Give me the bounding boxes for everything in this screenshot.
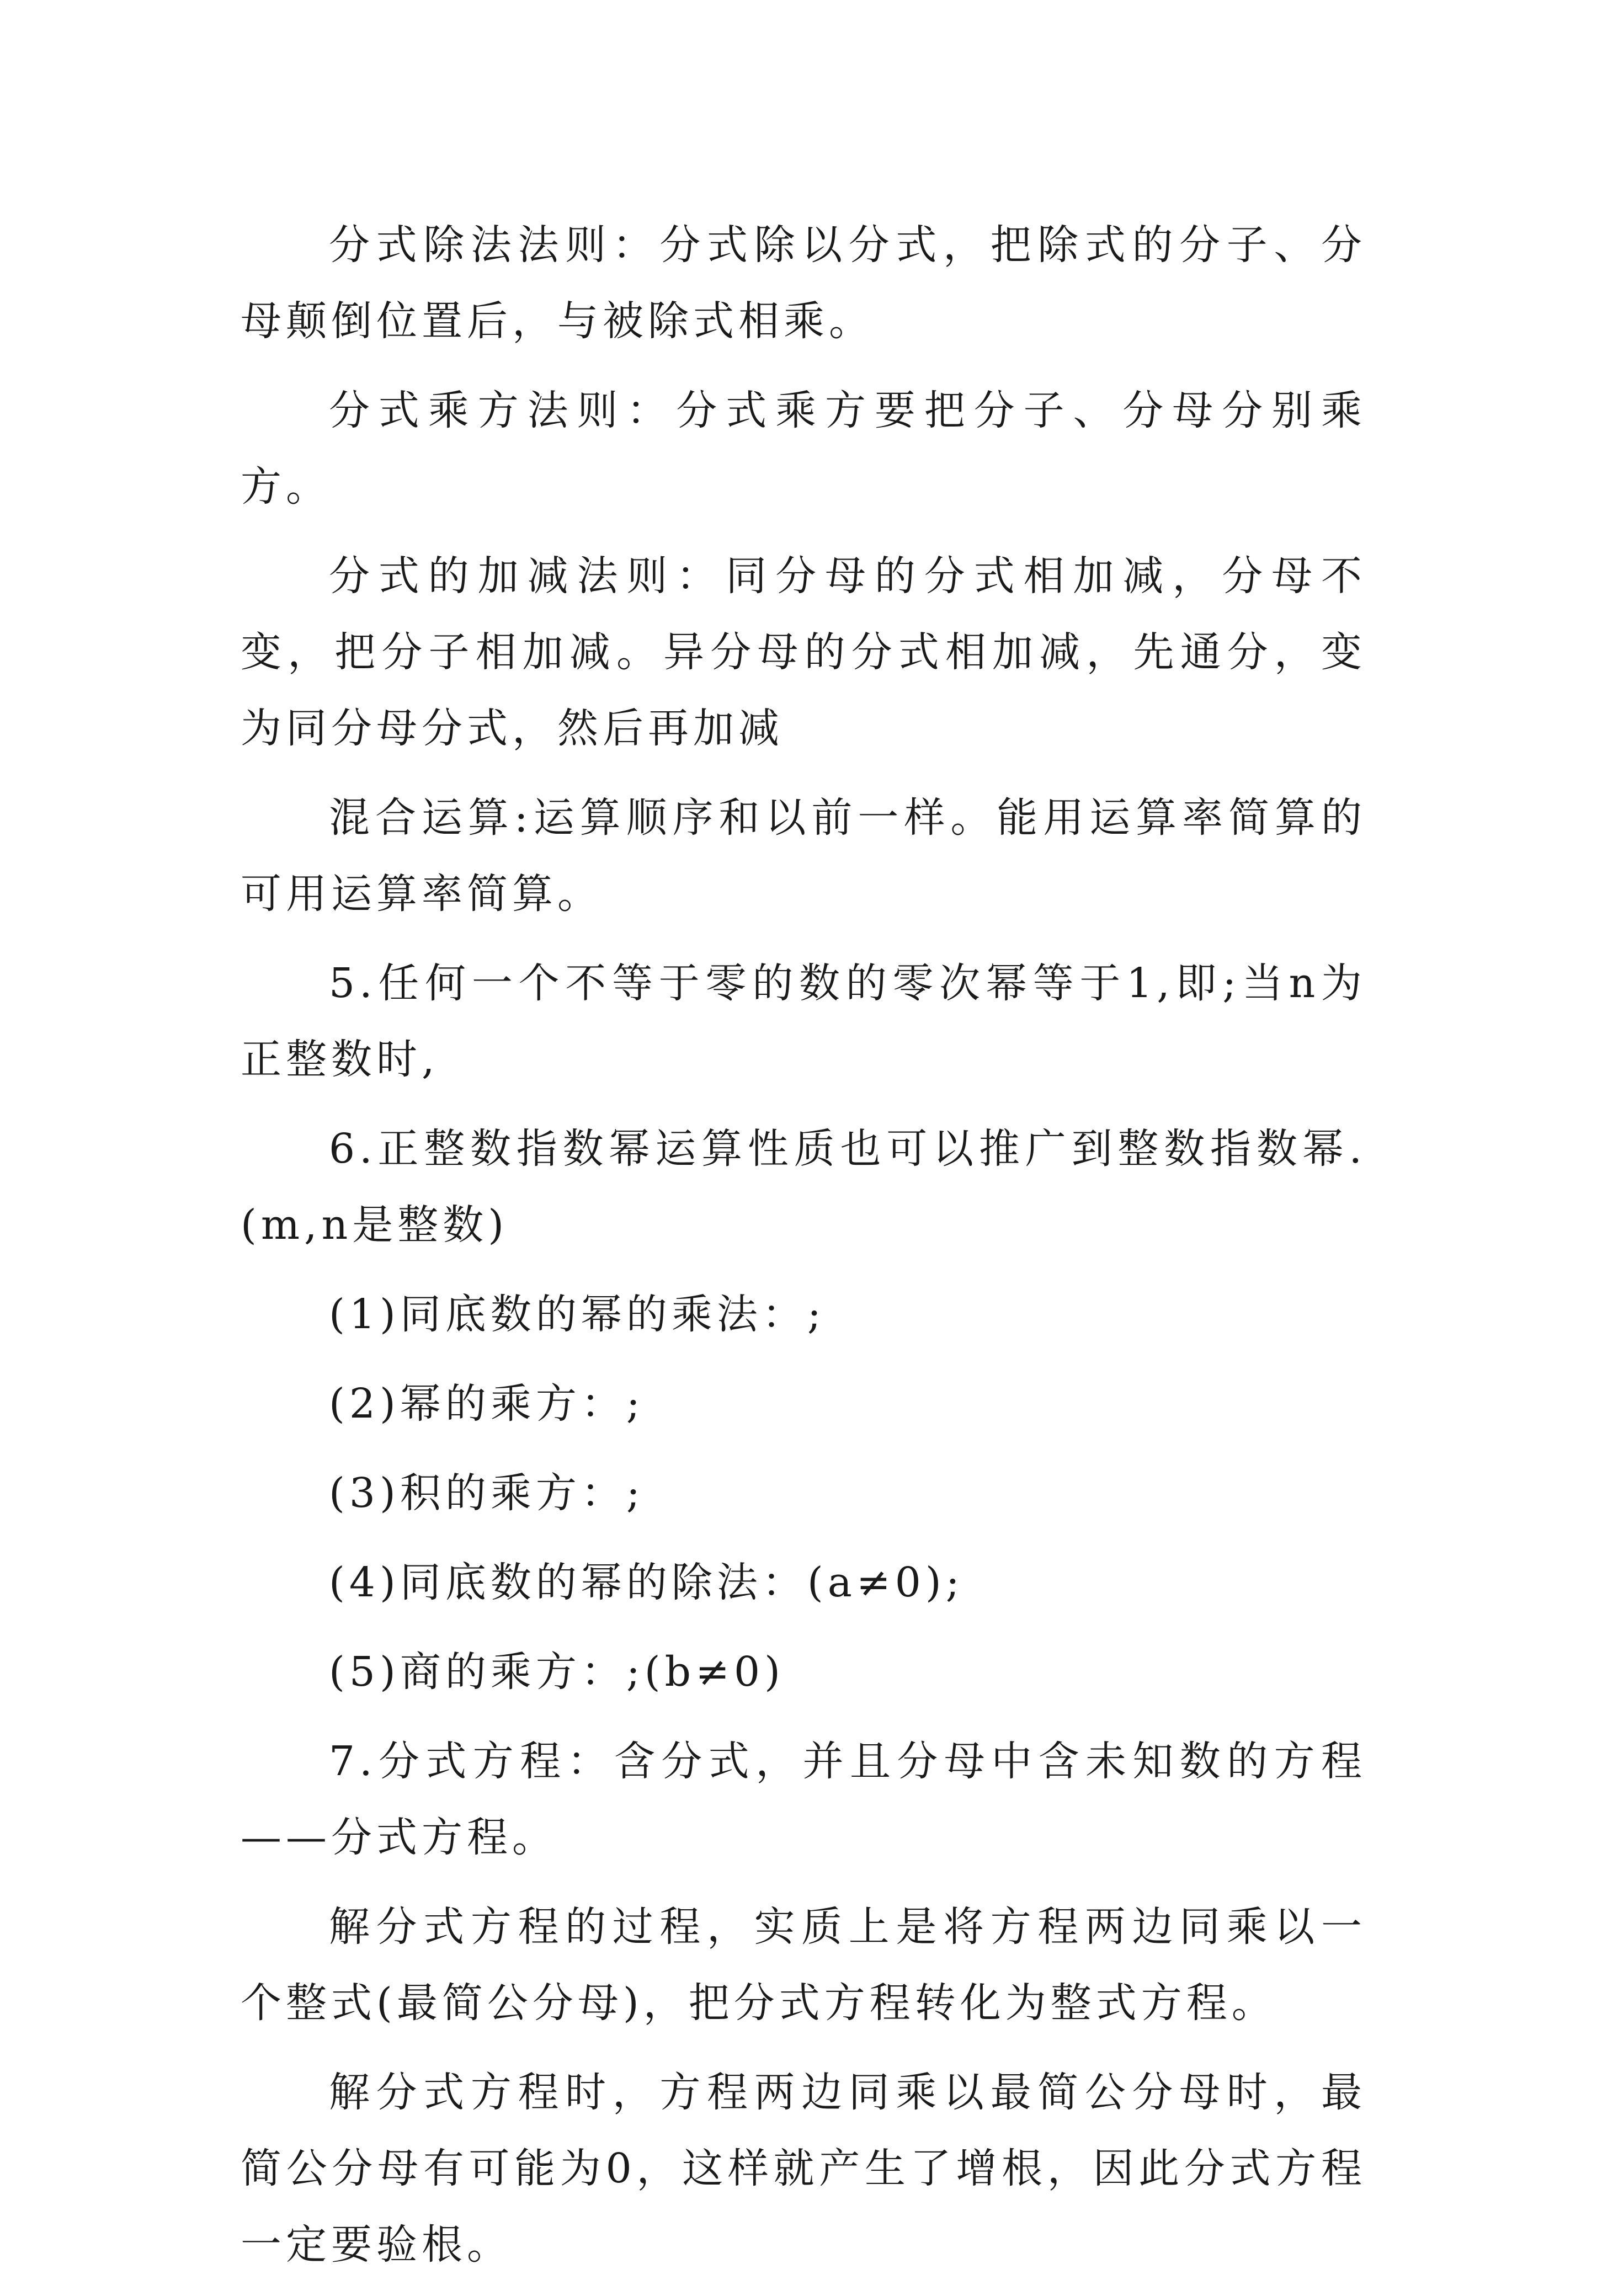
paragraph-solving-process: 解分式方程的过程，实质上是将方程两边同乘以一个整式(最简公分母)，把分式方程转化为整式方程。: [241, 1903, 1366, 2027]
paragraph-item-6: 6.正整数指数幂运算性质也可以推广到整数指数幂.(m,n是整数): [241, 1125, 1366, 1249]
paragraph-subitem-5: (5)商的乘方：;(b≠0): [329, 1648, 785, 1696]
paragraph-subitem-2: (2)幂的乘方：;: [329, 1380, 645, 1427]
paragraph-division-rule: 分式除法法则：分式除以分式，把除式的分子、分母颠倒位置后，与被除式相乘。: [241, 221, 1366, 345]
paragraph-item-5: 5.任何一个不等于零的数的零次幂等于1,即;当n为正整数时,: [241, 960, 1366, 1083]
paragraph-subitem-4: (4)同底数的幂的除法：(a≠0);: [329, 1559, 964, 1606]
document-body: [241, 207, 1366, 2296]
paragraph-power-rule: 分式乘方法则：分式乘方要把分子、分母分别乘方。: [241, 387, 1366, 510]
paragraph-subitem-1: (1)同底数的幂的乘法：;: [329, 1291, 826, 1338]
paragraph-item-7: 7.分式方程：含分式，并且分母中含未知数的方程——分式方程。: [241, 1738, 1366, 1861]
paragraph-add-subtract-rule: 分式的加减法则：同分母的分式相加减，分母不变，把分子相加减。异分母的分式相加减，先通分，变为同分母分式，然后再加减: [241, 552, 1366, 752]
paragraph-subitem-3: (3)积的乘方：;: [329, 1469, 645, 1517]
paragraph-extraneous-root: 解分式方程时，方程两边同乘以最简公分母时，最简公分母有可能为0，这样就产生了增根，因此分式方程一定要验根。: [241, 2069, 1366, 2268]
paragraph-mixed-operations: 混合运算:运算顺序和以前一样。能用运算率简算的可用运算率简算。: [241, 794, 1366, 918]
